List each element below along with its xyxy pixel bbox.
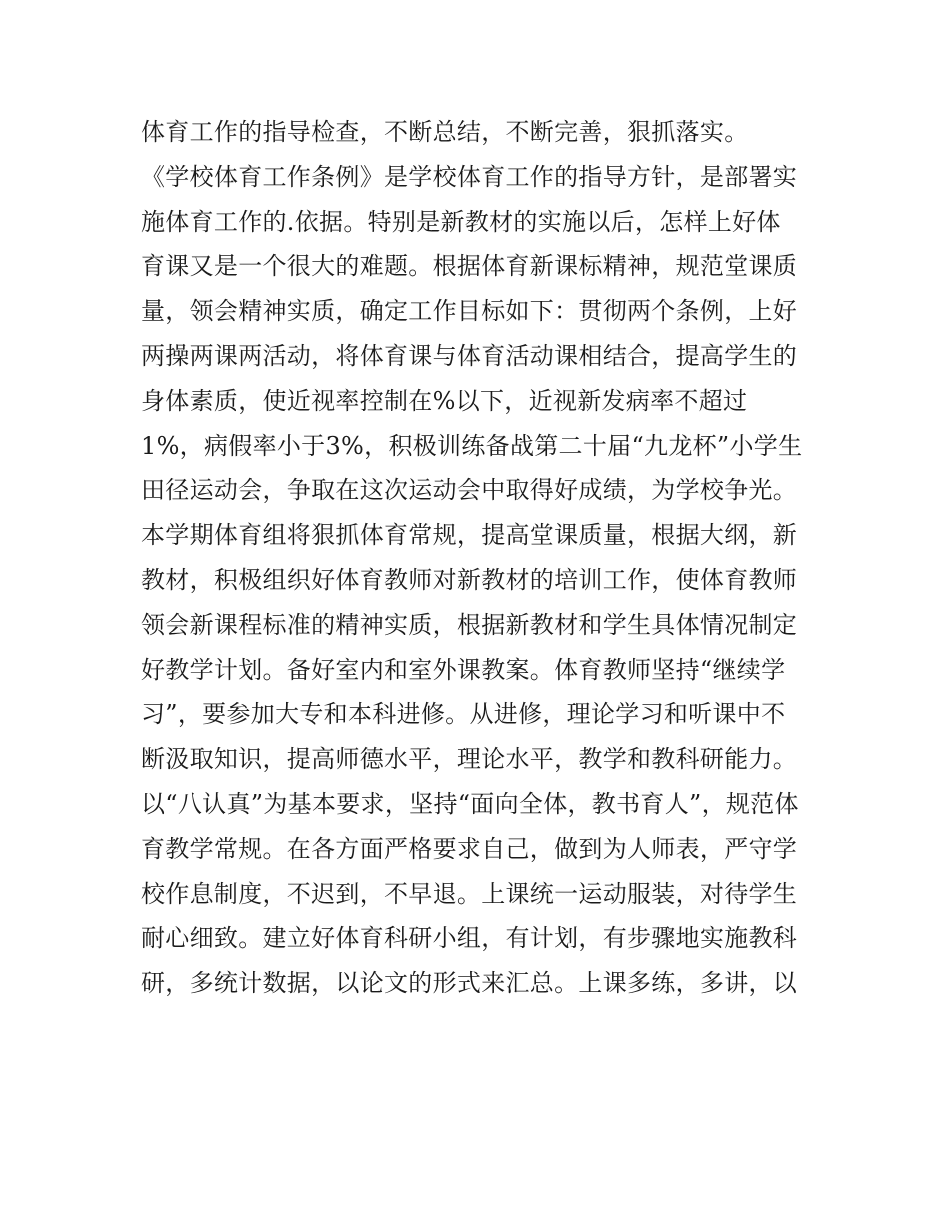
text-line-3: 施体育工作的.依据。特别是新教材的实施以后，怎样上好体	[141, 207, 781, 236]
text-line-18: 校作息制度，不迟到，不早退。上课统一运动服装，对待学生	[141, 879, 798, 908]
text-line-12: 领会新课程标准的精神实质，根据新教材和学生具体情况制定	[141, 610, 798, 639]
text-line-14: 习”，要参加大专和本科进修。从进修，理论学习和听课中不	[141, 700, 786, 729]
text-line-13: 好教学计划。备好室内和室外课教案。体育教师坚持“继续学	[141, 655, 786, 684]
text-line-19: 耐心细致。建立好体育科研小组，有计划，有步骤地实施教科	[141, 924, 798, 953]
text-line-11: 教材，积极组织好体育教师对新教材的培训工作，使体育教师	[141, 565, 798, 594]
text-line-10: 本学期体育组将狠抓体育常规，提高堂课质量，根据大纲，新	[141, 521, 798, 550]
text-line-6: 两操两课两活动，将体育课与体育活动课相结合，提高学生的	[141, 341, 798, 370]
text-line-15: 断汲取知识，提高师德水平，理论水平，教学和教科研能力。	[141, 745, 798, 774]
text-line-5: 量，领会精神实质，确定工作目标如下：贯彻两个条例，上好	[141, 297, 798, 326]
body-text	[141, 110, 821, 1006]
text-line-9: 田径运动会，争取在这次运动会中取得好成绩，为学校争光。	[141, 476, 798, 505]
text-line-20: 研，多统计数据，以论文的形式来汇总。上课多练，多讲，以	[141, 969, 798, 998]
text-line-4: 育课又是一个很大的难题。根据体育新课标精神，规范堂课质	[141, 252, 798, 281]
text-line-1: 体育工作的指导检查，不断总结，不断完善，狠抓落实。	[141, 118, 749, 146]
text-line-17: 育教学常规。在各方面严格要求自己，做到为人师表，严守学	[141, 834, 798, 863]
text-line-16: 以“八认真”为基本要求，坚持“面向全体，教书育人”，规范体	[141, 789, 799, 818]
text-line-2: 《学校体育工作条例》是学校体育工作的指导方针，是部署实	[141, 162, 798, 191]
text-line-7: 身体素质，使近视率控制在%以下，近视新发病率不超过	[141, 386, 748, 415]
text-line-8: 1%，病假率小于3%，积极训练备战第二十届“九龙杯”小学生	[141, 431, 803, 460]
